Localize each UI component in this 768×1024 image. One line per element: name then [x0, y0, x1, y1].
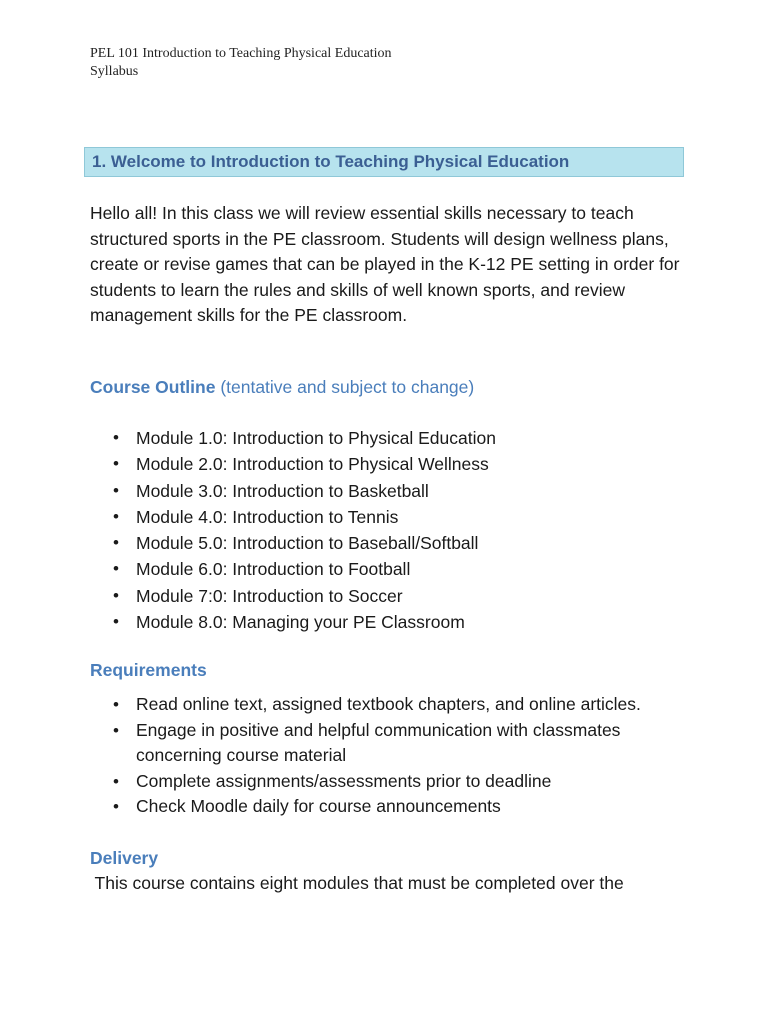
list-item: • Complete assignments/assessments prior to deadline: [90, 769, 690, 795]
requirements-list: [90, 692, 690, 820]
delivery-title: Delivery: [90, 848, 159, 868]
course-outline-heading: [90, 376, 474, 398]
bullet-icon: •: [113, 506, 119, 526]
bullet-icon: •: [113, 695, 119, 714]
bullet-icon: •: [113, 612, 119, 632]
header-doc-type: Syllabus: [90, 64, 139, 79]
course-outline-note: (tentative and subject to change): [220, 377, 475, 397]
list-item: • Read online text, assigned textbook chapters, and online articles.: [90, 692, 690, 718]
requirements-title: Requirements: [90, 660, 207, 680]
list-item: • Module 5.0: Introduction to Baseball/Softball: [90, 530, 690, 556]
bullet-icon: •: [113, 480, 119, 500]
list-item: • Check Moodle daily for course announcements: [90, 794, 690, 820]
bullet-icon: •: [113, 559, 119, 579]
requirements-heading: [90, 659, 207, 681]
bullet-icon: •: [113, 585, 119, 605]
intro-paragraph: Hello all! In this class we will review essential skills necessary to teach structured sports in the PE classroom. Students will design wellness plans, create or revise games that can be played in the K-12 PE setting in order for students to learn the rules and skills of well known sports, and review management skills for the PE classroom.: [90, 203, 680, 325]
list-item: • Module 7:0: Introduction to Soccer: [90, 583, 690, 609]
header-course-title: PEL 101 Introduction to Teaching Physical Education: [90, 46, 392, 61]
list-item: • Module 8.0: Managing your PE Classroom: [90, 609, 690, 635]
course-outline-list: [90, 425, 690, 635]
document-header: [90, 45, 392, 81]
bullet-icon: •: [113, 771, 119, 791]
list-item: • Module 2.0: Introduction to Physical Wellness: [90, 451, 690, 477]
bullet-icon: •: [113, 797, 119, 817]
list-item: • Module 1.0: Introduction to Physical Education: [90, 425, 690, 451]
section-heading: [84, 147, 684, 177]
section-heading-text: 1. Welcome to Introduction to Teaching Physical Education: [92, 152, 570, 171]
list-item: • Module 3.0: Introduction to Basketball: [90, 478, 690, 504]
delivery-paragraph: This course contains eight modules that must be completed over the: [90, 873, 624, 893]
delivery-heading: [90, 847, 158, 869]
course-outline-title: Course Outline: [90, 377, 216, 397]
list-item: • Engage in positive and helpful communication with classmates concerning course material: [113, 719, 621, 766]
bullet-icon: •: [113, 533, 119, 553]
list-item: • Module 6.0: Introduction to Football: [90, 556, 690, 582]
bullet-icon: •: [113, 454, 119, 474]
bullet-icon: •: [113, 428, 119, 447]
list-item: • Module 4.0: Introduction to Tennis: [90, 504, 690, 530]
bullet-icon: •: [113, 720, 119, 740]
